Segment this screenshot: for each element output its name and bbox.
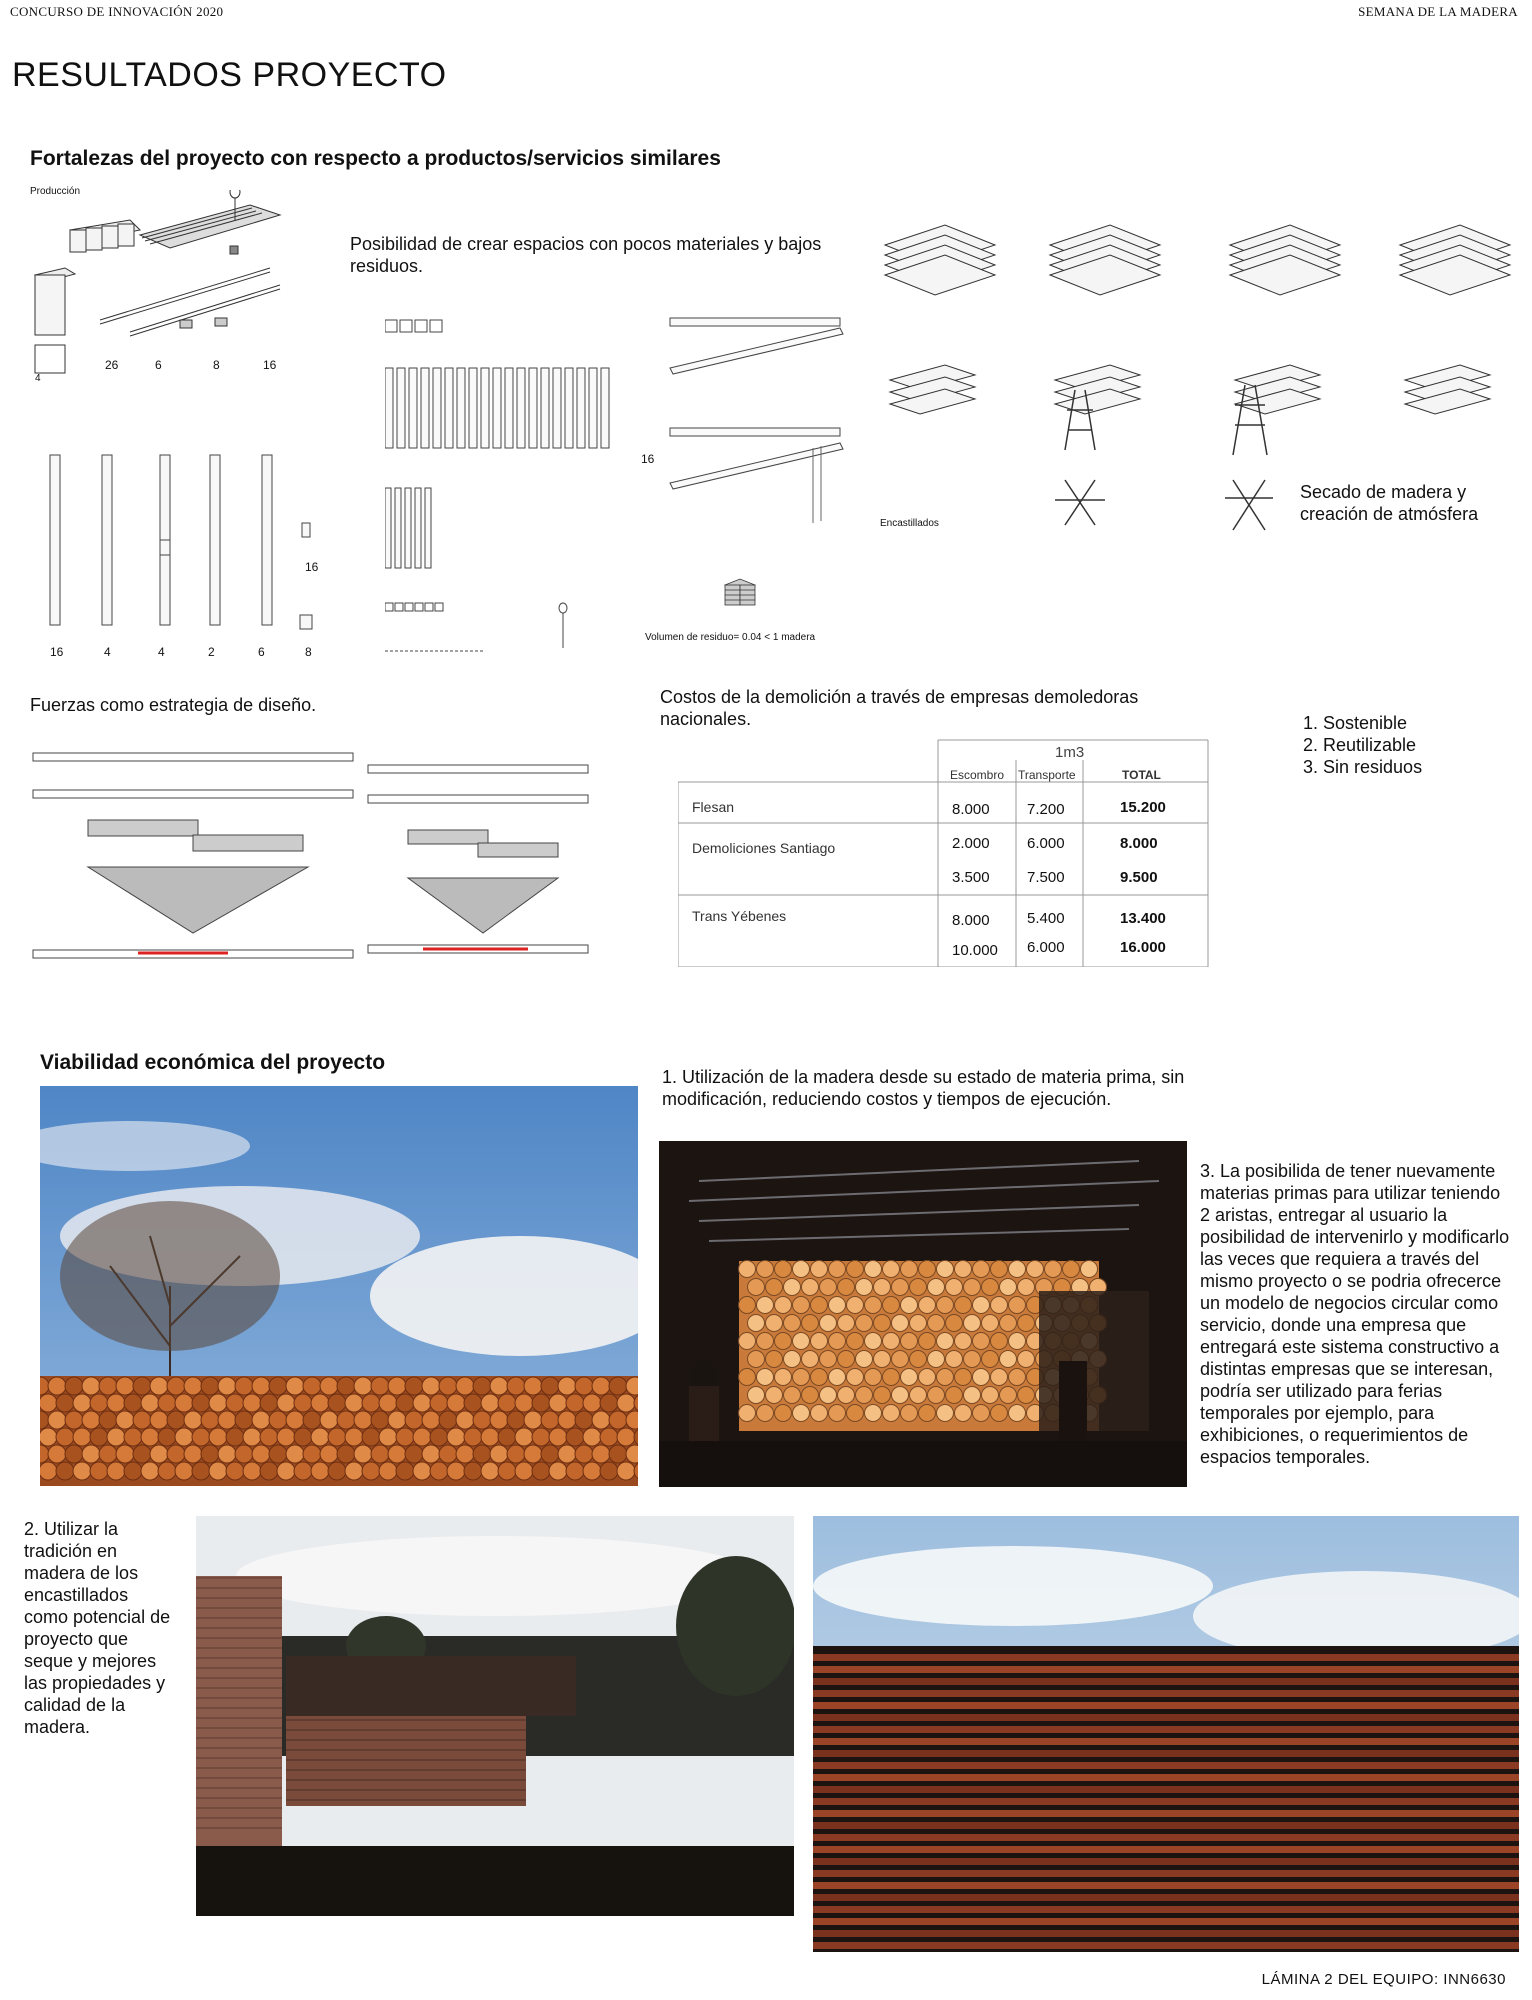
- table-header-transporte: Transporte: [1018, 768, 1076, 782]
- table-cell: 9.500: [1120, 869, 1158, 886]
- table-cell: 8.000: [1120, 835, 1158, 852]
- table-row-company: Flesan: [692, 799, 735, 815]
- table-header-total: TOTAL: [1122, 768, 1161, 782]
- table-header-escombro: Escombro: [950, 768, 1005, 782]
- header-right: SEMANA DE LA MADERA: [1358, 4, 1518, 19]
- profiles-drawing: [30, 445, 330, 645]
- dim-label: 4: [104, 645, 111, 659]
- dim-label: 6: [258, 645, 265, 659]
- section-heading-viabilidad: Viabilidad económica del proyecto: [40, 1051, 386, 1074]
- trestle-drawing: [1055, 380, 1275, 540]
- table-cell: 3.500: [952, 869, 990, 886]
- text-point-1: 1. Utilización de la madera desde su estado de materia prima, sin modificación, reduciendo costos y tiempos de ejecución.: [662, 1067, 1185, 1109]
- fuerzas-label: Fuerzas como estrategia de diseño.: [30, 695, 317, 715]
- list-item: 2. Reutilizable: [1303, 735, 1417, 755]
- dim-label: 8: [305, 645, 312, 659]
- production-drawing: [30, 190, 330, 390]
- list-item: 1. Sostenible: [1303, 713, 1408, 733]
- section-heading-fortalezas: Fortalezas del proyecto con respecto a productos/servicios similares: [30, 147, 721, 170]
- table-cell: 2.000: [952, 835, 990, 852]
- photo-lumber-stack-closeup: [813, 1516, 1519, 1952]
- dim-label: 8: [213, 358, 220, 372]
- table-cell: 7.200: [1027, 801, 1065, 818]
- photo-lumber-yard: [196, 1516, 794, 1916]
- dim-label: 6: [155, 358, 162, 372]
- table-cell: 13.400: [1120, 910, 1166, 927]
- footer-sheet-label: LÁMINA 2 DEL EQUIPO: INN6630: [1261, 1971, 1506, 1988]
- table-cell: 15.200: [1120, 799, 1166, 816]
- table-cell: 6.000: [1027, 835, 1065, 852]
- text-point-3: 3. La posibilida de tener nuevamente materias primas para utilizar teniendo 2 aristas, entregar al usuario la posibilidad de intervenirlo y modificarlo las veces que requiera a través del mismo proyecto o se podria ofrecerce un modelo de negocios circular como servicio, donde una empresa que entregará este sistema constructivo a distintas empresas que se interesan, podría ser utilizado para ferias temporales por ejemplo, para exhibiciones, o requerimientos de espacios temporales.: [1200, 1161, 1510, 1467]
- residuo-label: Volumen de residuo= 0.04 < 1 madera: [645, 632, 816, 643]
- dim-label: 26: [105, 358, 119, 372]
- page-title: RESULTADOS PROYECTO: [12, 56, 447, 94]
- table-row-company: Demoliciones Santiago: [692, 840, 836, 856]
- dim-label: 16: [641, 452, 655, 466]
- table-cell: 16.000: [1120, 939, 1166, 956]
- costos-label: Costos de la demolición a través de empresas demoledoras nacionales.: [660, 687, 1139, 729]
- residue-stack-drawing: [720, 575, 760, 610]
- table-cell: 8.000: [952, 801, 990, 818]
- table-cell: 5.400: [1027, 910, 1065, 927]
- encastillados-label: Encastillados: [880, 518, 939, 529]
- planks-drawing: [385, 318, 685, 663]
- photo-sawmill-interior: [659, 1141, 1187, 1487]
- table-cell: 6.000: [1027, 939, 1065, 956]
- table-unit: 1m3: [1055, 744, 1085, 761]
- text-espacios: Posibilidad de crear espacios con pocos materiales y bajos residuos.: [350, 234, 822, 276]
- text-secado: Secado de madera y creación de atmósfera: [1300, 482, 1479, 524]
- text-point-2: 2. Utilizar la tradición en madera de los encastillados como potencial de proyecto que seque y mejores las propiedades y calidad de la madera.: [24, 1519, 171, 1737]
- table-cell: 10.000: [952, 942, 998, 959]
- table-row-company: Trans Yébenes: [692, 908, 787, 924]
- produccion-label: Producción: [30, 186, 81, 197]
- photo-log-pile-sky: [40, 1086, 638, 1486]
- table-cell: 7.500: [1027, 869, 1065, 886]
- list-item: 3. Sin residuos: [1303, 757, 1423, 777]
- dim-label: 2: [208, 645, 215, 659]
- encastillado-drawing: [665, 288, 855, 548]
- dim-label: 16: [305, 560, 319, 574]
- dim-label: 4: [35, 373, 41, 384]
- table-cell: 8.000: [952, 912, 990, 929]
- dim-label: 16: [263, 358, 277, 372]
- benefits-list: [1303, 712, 1422, 778]
- dim-label: 16: [50, 645, 64, 659]
- dim-label: 4: [158, 645, 165, 659]
- header-left: CONCURSO DE INNOVACIÓN 2020: [10, 4, 224, 19]
- fuerzas-drawing: [28, 735, 598, 975]
